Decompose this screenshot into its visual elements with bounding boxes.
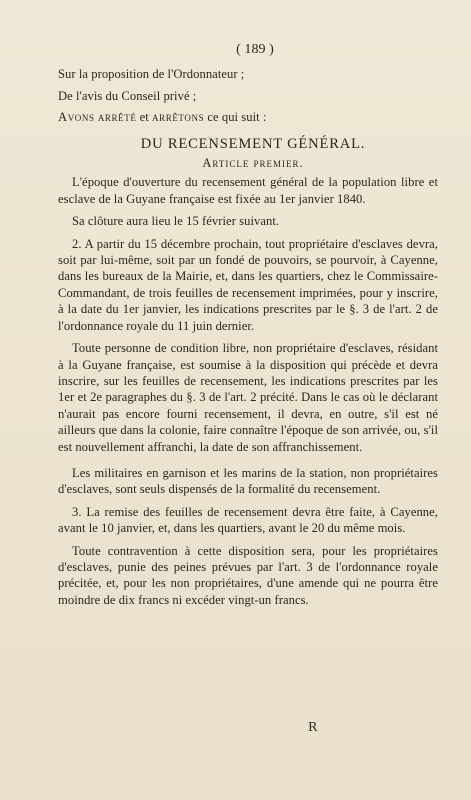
decree-avons: Avons — [58, 110, 95, 125]
signature-mark: R — [308, 720, 318, 734]
decree-arretons: arrêtons — [152, 110, 205, 125]
paragraph-article-2: 2. A partir du 15 décembre prochain, tout propriétaire d'esclaves devra, soit par lui-même, soit par un fondé de pouvoirs, se pourvoir, à Cayenne, dans les bureaux de la Mairie, et, dans les quartiers, chez le Commissaire-Commandant, de trois feuilles de recensement imprimées, pour y inscrire, à la date du 1er janvier, les indications prescrites par le §. 3 de l'art. 2 de l'ordonnance royale du 11 juin dernier. — [58, 236, 438, 333]
paragraph-military-exemption: Les militaires en garnison et les marins de la station, non propriétaires d'esclaves, sont seuls dispensés de la formalité du recensement. — [58, 465, 438, 497]
paragraph-closing-date: Sa clôture aura lieu le 15 février suivant. — [72, 214, 280, 229]
paragraph-article-3: 3. La remise des feuilles de recensement devra être faite, à Cayenne, avant le 10 janvier, et, dans les quartiers, avant le 20 du même mois. — [58, 504, 438, 536]
article-title: Article premier. — [202, 156, 304, 171]
decree-line — [58, 109, 438, 125]
page-number: ( 189 ) — [236, 42, 274, 57]
decree-arrete: arrêté — [97, 110, 137, 125]
intro-line-conseil: De l'avis du Conseil privé ; — [58, 88, 197, 103]
decree-suit: ce qui suit : — [207, 110, 267, 125]
paragraph-opening-date: L'époque d'ouverture du recensement général de la population libre et esclave de la Guyane française est fixée au 1er janvier 1840. — [58, 175, 438, 206]
paragraph-free-persons: Toute personne de condition libre, non propriétaire d'esclaves, résidant à la Guyane française, est soumise à la disposition qui précède et devra inscrire, sur les feuilles de recensement, les indications prescrites par les 1er et 2e paragraphes du §. 3 de l'art. 2 précité. Dans le cas où le déclarant n'aurait pas encore fourni recensement, il devra, en outre, s'il est né ailleurs que dans la colonie, faire connaître l'époque de son arrivée, ou, s'il est nouvellement affranchi, la date de son affranchissement. — [58, 341, 438, 454]
paragraph-penalties: Toute contravention à cette disposition sera, pour les propriétaires d'esclaves, punie des peines prévues par l'art. 3 de l'ordonnance royale précitée, et, pour les non propriétaires, d'une amende qui ne pourra être moindre de dix francs ni excéder vingt-un francs. — [58, 543, 438, 607]
section-title: DU RECENSEMENT GÉNÉRAL. — [140, 135, 366, 152]
decree-et: et — [139, 110, 149, 125]
document-body — [58, 42, 438, 614]
intro-line-ordonnateur: Sur la proposition de l'Ordonnateur ; — [58, 67, 245, 82]
